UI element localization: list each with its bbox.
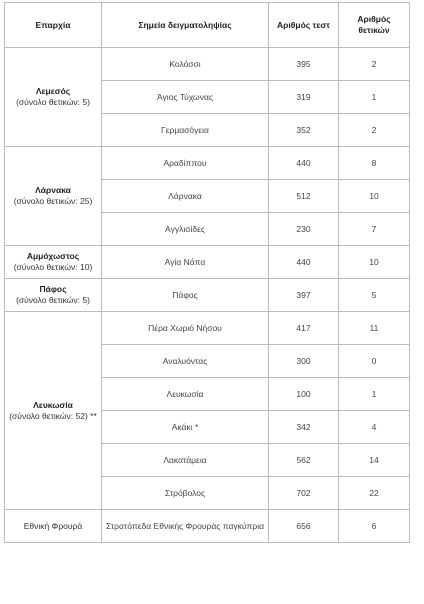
table-row [5,312,410,345]
table-row [5,246,410,279]
district-name: Λευκωσία [33,399,73,410]
positives-count-cell: 7 [339,213,410,246]
header-sites: Σημεία δειγματοληψίας [102,3,269,48]
district-name: Λεμεσός [35,86,71,96]
sampling-site-cell: Ακάκι * [102,411,269,444]
district-cell [5,246,102,279]
sampling-site-cell: Λακατάμεια [102,444,269,477]
sampling-site-cell: Αραδίππου [102,147,269,180]
district-positive-total: (σύνολο θετικών: 5) [16,295,90,305]
district-cell [5,147,102,246]
sampling-site-cell: Λάρνακα [102,180,269,213]
sampling-site-cell: Λευκωσία [102,378,269,411]
district-name: Πάφος [39,284,67,294]
sampling-site-cell: Στρατόπεδα Εθνικής Φρουράς παγκύπρια [102,510,269,543]
positives-count-cell: 22 [339,477,410,510]
district-cell [5,48,102,147]
positives-count-cell: 1 [339,81,410,114]
positives-count-cell: 11 [339,312,410,345]
district-positive-total: (σύνολο θετικών: 25) [13,196,93,206]
district-cell [5,510,102,543]
positives-count-cell: 10 [339,246,410,279]
positives-count-cell: 2 [339,48,410,81]
positives-count-cell: 8 [339,147,410,180]
positives-count-cell: 6 [339,510,410,543]
district-cell [5,312,102,510]
sampling-results-table [4,2,410,543]
sampling-site-cell: Γερμασόγεια [102,114,269,147]
tests-count-cell: 342 [269,411,339,444]
positives-count-cell: 10 [339,180,410,213]
tests-count-cell: 417 [269,312,339,345]
tests-count-cell: 440 [269,246,339,279]
district-positive-total: (σύνολο θετικών: 10) [13,262,93,272]
sampling-site-cell: Αγγλισίδες [102,213,269,246]
positives-count-cell: 5 [339,279,410,312]
district-cell [5,279,102,312]
tests-count-cell: 319 [269,81,339,114]
sampling-site-cell: Πέρα Χωριό Νήσου [102,312,269,345]
positives-count-cell: 2 [339,114,410,147]
sampling-site-cell: Κολόσσι [102,48,269,81]
positives-count-cell: 1 [339,378,410,411]
table-row [5,48,410,81]
district-name: Λάρνακα [35,185,71,195]
table-body [5,48,410,543]
tests-count-cell: 702 [269,477,339,510]
header-row [5,3,410,48]
sampling-site-cell: Αγία Νάπα [102,246,269,279]
tests-count-cell: 230 [269,213,339,246]
tests-count-cell: 562 [269,444,339,477]
sampling-site-cell: Στρόβολος [102,477,269,510]
tests-count-cell: 352 [269,114,339,147]
sampling-site-cell: Άγιος Τύχωνας [102,81,269,114]
sampling-site-cell: Αναλυόντας [102,345,269,378]
table-row [5,510,410,543]
positives-count-cell: 14 [339,444,410,477]
tests-count-cell: 512 [269,180,339,213]
table-row [5,147,410,180]
positives-count-cell: 4 [339,411,410,444]
header-positives: Αριθμός θετικών [339,3,410,48]
header-tests: Αριθμός τεστ [269,3,339,48]
tests-count-cell: 395 [269,48,339,81]
table-row [5,279,410,312]
tests-count-cell: 100 [269,378,339,411]
sampling-site-cell: Πάφος [102,279,269,312]
district-positive-total: (σύνολο θετικών: 5) [16,97,90,107]
positives-count-cell: 0 [339,345,410,378]
district-name: Αμμόχωστος [26,251,80,261]
tests-count-cell: 440 [269,147,339,180]
tests-count-cell: 656 [269,510,339,543]
tests-count-cell: 300 [269,345,339,378]
header-district: Επαρχία [5,3,102,48]
district-name: Εθνική Φρουρά [23,520,83,531]
tests-count-cell: 397 [269,279,339,312]
district-positive-total: (σύνολο θετικών: 52) ** [9,410,97,421]
